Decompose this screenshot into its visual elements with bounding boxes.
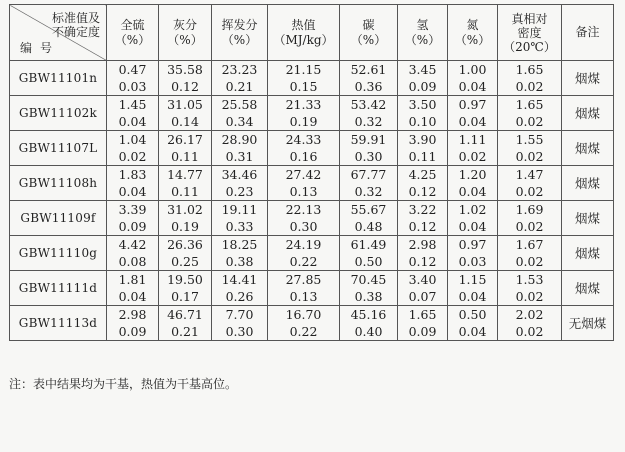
value-cell xyxy=(498,306,562,341)
standard-value: 0.97 xyxy=(458,237,487,252)
uncertainty-value: 0.02 xyxy=(515,184,544,199)
standard-value: 0.47 xyxy=(118,62,147,77)
uncertainty-value: 0.25 xyxy=(171,254,199,269)
uncertainty-value: 0.15 xyxy=(289,79,318,94)
uncertainty-value: 0.02 xyxy=(515,289,544,304)
table-body xyxy=(10,61,614,341)
standard-value: 3.22 xyxy=(408,202,437,217)
standard-value: 1.15 xyxy=(458,272,487,287)
value-cell xyxy=(212,96,268,131)
corner-header-cell xyxy=(10,5,107,61)
uncertainty-value: 0.04 xyxy=(458,184,487,199)
standard-value: 3.50 xyxy=(408,97,437,112)
uncertainty-value: 0.03 xyxy=(118,79,147,94)
column-name: 氢 xyxy=(416,17,429,32)
standard-value: 46.71 xyxy=(167,307,203,322)
uncertainty-value: 0.04 xyxy=(118,114,147,129)
standard-value: 1.83 xyxy=(118,167,147,182)
standard-value: 31.02 xyxy=(167,202,203,217)
column-header xyxy=(340,5,398,61)
standard-value: 3.40 xyxy=(408,272,437,287)
value-cell xyxy=(340,201,398,236)
value-cell xyxy=(107,201,159,236)
sample-code-cell: GBW11107L xyxy=(10,131,107,166)
value-cell xyxy=(498,166,562,201)
uncertainty-value: 0.48 xyxy=(354,219,383,234)
standard-value: 2.02 xyxy=(515,307,544,322)
uncertainty-value: 0.02 xyxy=(515,324,544,339)
sample-code-cell: GBW11108h xyxy=(10,166,107,201)
value-cell xyxy=(268,306,340,341)
value-cell xyxy=(107,131,159,166)
value-cell xyxy=(268,96,340,131)
corner-top-line2: 不确定度 xyxy=(51,25,100,39)
standard-value: 22.13 xyxy=(285,202,322,217)
uncertainty-value: 0.30 xyxy=(354,149,383,164)
standard-value: 24.33 xyxy=(285,132,322,147)
uncertainty-value: 0.08 xyxy=(118,254,147,269)
standard-value: 16.70 xyxy=(285,307,322,322)
uncertainty-value: 0.13 xyxy=(289,184,318,199)
value-cell xyxy=(398,61,448,96)
uncertainty-value: 0.02 xyxy=(515,114,544,129)
value-cell xyxy=(212,306,268,341)
uncertainty-value: 0.12 xyxy=(408,184,437,199)
standard-value: 1.45 xyxy=(118,97,147,112)
value-cell xyxy=(107,306,159,341)
column-header xyxy=(448,5,498,61)
sample-code-cell: GBW11101n xyxy=(10,61,107,96)
table-row xyxy=(10,306,614,341)
uncertainty-value: 0.11 xyxy=(408,149,437,164)
uncertainty-value: 0.12 xyxy=(408,219,437,234)
standard-value: 1.81 xyxy=(118,272,147,287)
note-cell: 烟煤 xyxy=(562,236,614,271)
standard-value: 24.19 xyxy=(285,237,322,252)
uncertainty-value: 0.02 xyxy=(515,79,544,94)
uncertainty-value: 0.19 xyxy=(289,114,318,129)
standard-value: 14.41 xyxy=(221,272,258,287)
value-cell xyxy=(498,271,562,306)
uncertainty-value: 0.02 xyxy=(515,149,544,164)
standard-value: 55.67 xyxy=(350,202,387,217)
standard-value: 26.36 xyxy=(167,237,203,252)
column-unit: （MJ/kg） xyxy=(273,32,334,47)
uncertainty-value: 0.31 xyxy=(225,149,254,164)
note-cell: 烟煤 xyxy=(562,131,614,166)
corner-top-line1: 标准值及 xyxy=(51,11,100,25)
value-cell xyxy=(398,236,448,271)
uncertainty-value: 0.09 xyxy=(408,324,437,339)
value-cell xyxy=(268,131,340,166)
sample-code-cell: GBW11110g xyxy=(10,236,107,271)
value-cell xyxy=(159,306,212,341)
standard-value: 19.11 xyxy=(221,202,258,217)
value-cell xyxy=(398,131,448,166)
value-cell xyxy=(268,271,340,306)
table-row xyxy=(10,236,614,271)
uncertainty-value: 0.02 xyxy=(515,219,544,234)
column-unit: （%） xyxy=(404,32,441,47)
standard-value: 7.70 xyxy=(225,307,254,322)
uncertainty-value: 0.32 xyxy=(354,114,383,129)
coal-standard-table xyxy=(9,4,614,341)
standard-value: 61.49 xyxy=(350,237,387,252)
value-cell xyxy=(159,271,212,306)
header-row xyxy=(10,5,614,61)
note-cell: 烟煤 xyxy=(562,201,614,236)
uncertainty-value: 0.07 xyxy=(408,289,437,304)
value-cell xyxy=(107,61,159,96)
column-unit: （%） xyxy=(350,32,387,47)
column-header xyxy=(212,5,268,61)
uncertainty-value: 0.04 xyxy=(458,219,487,234)
value-cell xyxy=(448,166,498,201)
standard-value: 67.77 xyxy=(350,167,387,182)
uncertainty-value: 0.12 xyxy=(171,79,199,94)
uncertainty-value: 0.36 xyxy=(354,79,383,94)
column-unit: （%） xyxy=(454,32,491,47)
uncertainty-value: 0.16 xyxy=(289,149,318,164)
value-cell xyxy=(212,131,268,166)
column-name: 氮 xyxy=(466,17,479,32)
column-name: 热值 xyxy=(291,17,316,32)
standard-value: 1.65 xyxy=(515,97,544,112)
uncertainty-value: 0.30 xyxy=(289,219,318,234)
column-name: 挥发分 xyxy=(221,17,258,32)
uncertainty-value: 0.11 xyxy=(171,149,199,164)
note-cell: 烟煤 xyxy=(562,61,614,96)
uncertainty-value: 0.13 xyxy=(289,289,318,304)
standard-value: 0.97 xyxy=(458,97,487,112)
note-cell: 烟煤 xyxy=(562,166,614,201)
note-cell: 无烟煤 xyxy=(562,306,614,341)
uncertainty-value: 0.02 xyxy=(458,149,487,164)
value-cell xyxy=(448,306,498,341)
column-name: 碳 xyxy=(362,17,375,32)
uncertainty-value: 0.09 xyxy=(118,219,147,234)
standard-value: 3.45 xyxy=(408,62,437,77)
uncertainty-value: 0.09 xyxy=(408,79,437,94)
standard-value: 4.25 xyxy=(408,167,437,182)
sample-code-cell: GBW11109f xyxy=(10,201,107,236)
uncertainty-value: 0.32 xyxy=(354,184,383,199)
value-cell xyxy=(212,236,268,271)
value-cell xyxy=(340,271,398,306)
uncertainty-value: 0.04 xyxy=(118,184,147,199)
value-cell xyxy=(448,96,498,131)
uncertainty-value: 0.03 xyxy=(458,254,487,269)
uncertainty-value: 0.02 xyxy=(118,149,147,164)
value-cell xyxy=(498,236,562,271)
table-row xyxy=(10,201,614,236)
corner-header-bottom: 编号 xyxy=(20,41,61,55)
column-header xyxy=(398,5,448,61)
standard-value: 1.65 xyxy=(408,307,437,322)
uncertainty-value: 0.21 xyxy=(171,324,199,339)
uncertainty-value: 0.30 xyxy=(225,324,254,339)
standard-value: 1.11 xyxy=(458,132,487,147)
value-cell xyxy=(107,236,159,271)
footnote: 注：表中结果均为干基，热值为干基高位。 xyxy=(9,377,238,391)
value-cell xyxy=(159,166,212,201)
value-cell xyxy=(159,61,212,96)
table-row xyxy=(10,166,614,201)
uncertainty-value: 0.11 xyxy=(171,184,199,199)
uncertainty-value: 0.22 xyxy=(289,324,318,339)
value-cell xyxy=(340,166,398,201)
standard-value: 34.46 xyxy=(221,167,258,182)
standard-value: 19.50 xyxy=(167,272,203,287)
column-unit: （%） xyxy=(167,32,203,47)
standard-value: 1.53 xyxy=(515,272,544,287)
standard-value: 1.02 xyxy=(458,202,487,217)
standard-value: 1.20 xyxy=(458,167,487,182)
standard-value: 1.65 xyxy=(515,62,544,77)
sample-code-cell: GBW11102k xyxy=(10,96,107,131)
standard-value: 70.45 xyxy=(350,272,387,287)
value-cell xyxy=(398,306,448,341)
value-cell xyxy=(159,201,212,236)
uncertainty-value: 0.34 xyxy=(225,114,254,129)
standard-value: 3.39 xyxy=(118,202,147,217)
column-name: 真相对密度 xyxy=(511,11,548,40)
uncertainty-value: 0.04 xyxy=(458,114,487,129)
value-cell xyxy=(448,201,498,236)
column-header xyxy=(498,5,562,61)
value-cell xyxy=(212,61,268,96)
note-cell: 烟煤 xyxy=(562,271,614,306)
uncertainty-value: 0.23 xyxy=(225,184,254,199)
value-cell xyxy=(340,61,398,96)
column-header xyxy=(159,5,212,61)
value-cell xyxy=(498,61,562,96)
uncertainty-value: 0.02 xyxy=(515,254,544,269)
standard-value: 25.58 xyxy=(221,97,258,112)
value-cell xyxy=(212,166,268,201)
value-cell xyxy=(268,166,340,201)
value-cell xyxy=(107,166,159,201)
standard-value: 27.42 xyxy=(285,167,322,182)
standard-value: 18.25 xyxy=(221,237,258,252)
standard-value: 27.85 xyxy=(285,272,322,287)
value-cell xyxy=(340,306,398,341)
uncertainty-value: 0.50 xyxy=(354,254,383,269)
value-cell xyxy=(398,96,448,131)
standard-value: 31.05 xyxy=(167,97,203,112)
uncertainty-value: 0.17 xyxy=(171,289,199,304)
standard-value: 21.33 xyxy=(285,97,322,112)
uncertainty-value: 0.04 xyxy=(458,324,487,339)
table-row xyxy=(10,61,614,96)
standard-value: 59.91 xyxy=(350,132,387,147)
value-cell xyxy=(159,236,212,271)
note-cell: 烟煤 xyxy=(562,96,614,131)
uncertainty-value: 0.22 xyxy=(289,254,318,269)
column-name: 全硫 xyxy=(120,17,145,32)
uncertainty-value: 0.12 xyxy=(408,254,437,269)
uncertainty-value: 0.26 xyxy=(225,289,254,304)
column-unit: （%） xyxy=(114,32,151,47)
standard-value: 21.15 xyxy=(285,62,322,77)
table-row xyxy=(10,131,614,166)
sample-code-cell: GBW11113d xyxy=(10,306,107,341)
value-cell xyxy=(159,131,212,166)
uncertainty-value: 0.38 xyxy=(225,254,254,269)
uncertainty-value: 0.21 xyxy=(225,79,254,94)
value-cell xyxy=(268,201,340,236)
table-row xyxy=(10,271,614,306)
standard-value: 1.69 xyxy=(515,202,544,217)
value-cell xyxy=(398,201,448,236)
standard-value: 4.42 xyxy=(118,237,147,252)
value-cell xyxy=(498,131,562,166)
value-cell xyxy=(268,236,340,271)
standard-value: 1.47 xyxy=(515,167,544,182)
value-cell xyxy=(340,131,398,166)
column-header xyxy=(268,5,340,61)
uncertainty-value: 0.04 xyxy=(118,289,147,304)
value-cell xyxy=(268,61,340,96)
uncertainty-value: 0.09 xyxy=(118,324,147,339)
uncertainty-value: 0.04 xyxy=(458,79,487,94)
standard-value: 35.58 xyxy=(167,62,203,77)
value-cell xyxy=(212,271,268,306)
value-cell xyxy=(107,96,159,131)
value-cell xyxy=(398,166,448,201)
value-cell xyxy=(448,61,498,96)
value-cell xyxy=(340,96,398,131)
uncertainty-value: 0.33 xyxy=(225,219,254,234)
standard-value: 28.90 xyxy=(221,132,258,147)
uncertainty-value: 0.40 xyxy=(354,324,383,339)
standard-value: 45.16 xyxy=(350,307,387,322)
corner-header-top xyxy=(52,11,100,39)
uncertainty-value: 0.38 xyxy=(354,289,383,304)
uncertainty-value: 0.14 xyxy=(171,114,199,129)
value-cell xyxy=(107,271,159,306)
note-column-header: 备注 xyxy=(562,5,614,61)
column-unit: （20℃） xyxy=(503,39,556,54)
standard-value: 14.77 xyxy=(167,167,203,182)
standard-value: 2.98 xyxy=(408,237,437,252)
sample-code-cell: GBW11111d xyxy=(10,271,107,306)
standard-value: 1.00 xyxy=(458,62,487,77)
column-header xyxy=(107,5,159,61)
uncertainty-value: 0.10 xyxy=(408,114,437,129)
column-unit: （%） xyxy=(221,32,258,47)
standard-value: 1.67 xyxy=(515,237,544,252)
value-cell xyxy=(212,201,268,236)
value-cell xyxy=(398,271,448,306)
value-cell xyxy=(340,236,398,271)
standard-value: 1.04 xyxy=(118,132,147,147)
standard-value: 3.90 xyxy=(408,132,437,147)
standard-value: 26.17 xyxy=(167,132,203,147)
standard-value: 2.98 xyxy=(118,307,147,322)
standard-value: 1.55 xyxy=(515,132,544,147)
uncertainty-value: 0.04 xyxy=(458,289,487,304)
standard-value: 52.61 xyxy=(350,62,387,77)
value-cell xyxy=(498,201,562,236)
value-cell xyxy=(448,236,498,271)
value-cell xyxy=(498,96,562,131)
standard-value: 0.50 xyxy=(458,307,487,322)
standard-value: 53.42 xyxy=(350,97,387,112)
value-cell xyxy=(448,131,498,166)
standard-value: 23.23 xyxy=(221,62,258,77)
value-cell xyxy=(448,271,498,306)
column-name: 灰分 xyxy=(172,17,197,32)
uncertainty-value: 0.19 xyxy=(171,219,199,234)
table-row xyxy=(10,96,614,131)
value-cell xyxy=(159,96,212,131)
